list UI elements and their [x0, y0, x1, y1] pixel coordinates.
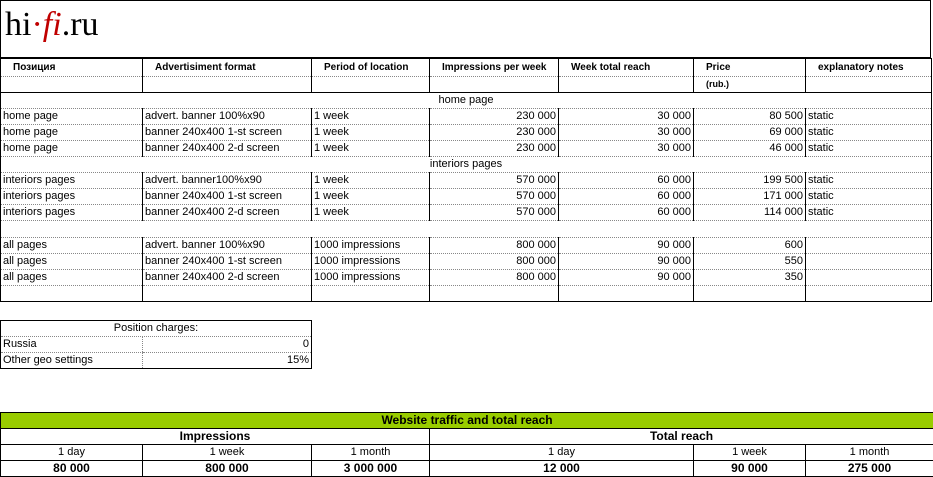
period-label: 1 week	[694, 445, 806, 461]
empty-cell	[143, 286, 312, 302]
price-cell: 114 000	[694, 205, 806, 221]
site-logo[interactable]: hi·fi.ru	[5, 7, 99, 43]
charges-title: Position charges:	[1, 321, 312, 337]
impressions-cell: 800 000	[430, 270, 559, 286]
notes-cell: static	[806, 125, 932, 141]
format-cell: advert. banner 100%x90	[143, 109, 312, 125]
table-row	[1, 238, 932, 254]
position-cell: all pages	[1, 254, 143, 270]
empty-cell	[312, 286, 430, 302]
period-label: 1 day	[1, 445, 143, 461]
price-unit: (rub.)	[694, 77, 806, 93]
charge-value: 15%	[143, 353, 312, 369]
format-cell: banner 240x400 2-d screen	[143, 141, 312, 157]
reach-cell: 90 000	[559, 238, 694, 254]
price-cell: 69 000	[694, 125, 806, 141]
notes-cell: static	[806, 205, 932, 221]
period-label: 1 month	[806, 445, 933, 461]
period-label: 1 month	[312, 445, 430, 461]
section-title	[1, 221, 932, 238]
table-row	[1, 270, 932, 286]
price-cell: 80 500	[694, 109, 806, 125]
column-header: Advertisiment format	[143, 59, 312, 77]
section-title: home page	[1, 93, 932, 109]
column-header: Price	[694, 59, 806, 77]
position-cell: interiors pages	[1, 173, 143, 189]
header-spacer	[559, 77, 694, 93]
position-cell: all pages	[1, 238, 143, 254]
section-title: interiors pages	[1, 157, 932, 173]
notes-cell: static	[806, 189, 932, 205]
format-cell: banner 240x400 2-d screen	[143, 205, 312, 221]
column-header: Impressions per week	[430, 59, 559, 77]
table-row	[1, 141, 932, 157]
impressions-cell: 570 000	[430, 173, 559, 189]
header-spacer	[312, 77, 430, 93]
section-row	[1, 157, 932, 173]
total-reach-header: Total reach	[430, 429, 933, 445]
table-row	[1, 173, 932, 189]
format-cell: advert. banner 100%x90	[143, 238, 312, 254]
period-cell: 1 week	[312, 125, 430, 141]
header-spacer	[143, 77, 312, 93]
price-header-row	[1, 59, 932, 77]
position-cell: home page	[1, 109, 143, 125]
reach-cell: 30 000	[559, 125, 694, 141]
impressions-cell: 800 000	[430, 254, 559, 270]
traffic-value: 12 000	[430, 461, 694, 477]
table-row	[1, 254, 932, 270]
position-cell: home page	[1, 125, 143, 141]
reach-cell: 90 000	[559, 254, 694, 270]
traffic-value: 800 000	[143, 461, 312, 477]
empty-cell	[430, 286, 559, 302]
empty-row	[1, 286, 932, 302]
traffic-value: 80 000	[1, 461, 143, 477]
price-cell: 199 500	[694, 173, 806, 189]
notes-cell: static	[806, 109, 932, 125]
charge-value: 0	[143, 337, 312, 353]
format-cell: advert. banner100%x90	[143, 173, 312, 189]
impressions-cell: 570 000	[430, 205, 559, 221]
period-cell: 1 week	[312, 205, 430, 221]
table-row	[1, 109, 932, 125]
position-cell: home page	[1, 141, 143, 157]
empty-cell	[559, 286, 694, 302]
logo-banner	[0, 0, 931, 58]
notes-cell: static	[806, 141, 932, 157]
empty-cell	[694, 286, 806, 302]
price-unit-row	[1, 77, 932, 93]
period-cell: 1000 impressions	[312, 254, 430, 270]
traffic-table	[0, 412, 933, 477]
reach-cell: 90 000	[559, 270, 694, 286]
traffic-value: 275 000	[806, 461, 933, 477]
notes-cell: static	[806, 173, 932, 189]
empty-cell	[806, 286, 932, 302]
column-header: Week total reach	[559, 59, 694, 77]
period-cell: 1 week	[312, 189, 430, 205]
position-cell: all pages	[1, 270, 143, 286]
table-row	[1, 189, 932, 205]
period-cell: 1000 impressions	[312, 238, 430, 254]
header-spacer	[1, 77, 143, 93]
format-cell: banner 240x400 1-st screen	[143, 125, 312, 141]
impressions-cell: 800 000	[430, 238, 559, 254]
notes-cell	[806, 270, 932, 286]
price-table	[0, 58, 932, 302]
section-row	[1, 93, 932, 109]
reach-cell: 30 000	[559, 141, 694, 157]
charge-label: Russia	[1, 337, 143, 353]
empty-cell	[1, 286, 143, 302]
reach-cell: 60 000	[559, 205, 694, 221]
format-cell: banner 240x400 1-st screen	[143, 254, 312, 270]
price-cell: 46 000	[694, 141, 806, 157]
position-charges-table	[0, 320, 312, 369]
reach-cell: 60 000	[559, 173, 694, 189]
position-cell: interiors pages	[1, 205, 143, 221]
notes-cell	[806, 238, 932, 254]
reach-cell: 30 000	[559, 109, 694, 125]
impressions-cell: 230 000	[430, 141, 559, 157]
traffic-value: 90 000	[694, 461, 806, 477]
format-cell: banner 240x400 2-d screen	[143, 270, 312, 286]
period-cell: 1 week	[312, 109, 430, 125]
price-cell: 600	[694, 238, 806, 254]
price-cell: 171 000	[694, 189, 806, 205]
section-row	[1, 221, 932, 238]
header-spacer	[806, 77, 932, 93]
period-cell: 1 week	[312, 141, 430, 157]
charge-label: Other geo settings	[1, 353, 143, 369]
table-row	[1, 125, 932, 141]
traffic-title: Website traffic and total reach	[1, 413, 933, 429]
column-header: Period of location	[312, 59, 430, 77]
reach-cell: 60 000	[559, 189, 694, 205]
impressions-cell: 230 000	[430, 109, 559, 125]
notes-cell	[806, 254, 932, 270]
impressions-cell: 230 000	[430, 125, 559, 141]
period-label: 1 week	[143, 445, 312, 461]
impressions-header: Impressions	[1, 429, 430, 445]
period-label: 1 day	[430, 445, 694, 461]
price-cell: 550	[694, 254, 806, 270]
traffic-value: 3 000 000	[312, 461, 430, 477]
header-spacer	[430, 77, 559, 93]
price-cell: 350	[694, 270, 806, 286]
table-row	[1, 205, 932, 221]
column-header: explanatory notes	[806, 59, 932, 77]
column-header: Позиция	[1, 59, 143, 77]
period-cell: 1 week	[312, 173, 430, 189]
period-cell: 1000 impressions	[312, 270, 430, 286]
position-cell: interiors pages	[1, 189, 143, 205]
impressions-cell: 570 000	[430, 189, 559, 205]
format-cell: banner 240x400 1-st screen	[143, 189, 312, 205]
